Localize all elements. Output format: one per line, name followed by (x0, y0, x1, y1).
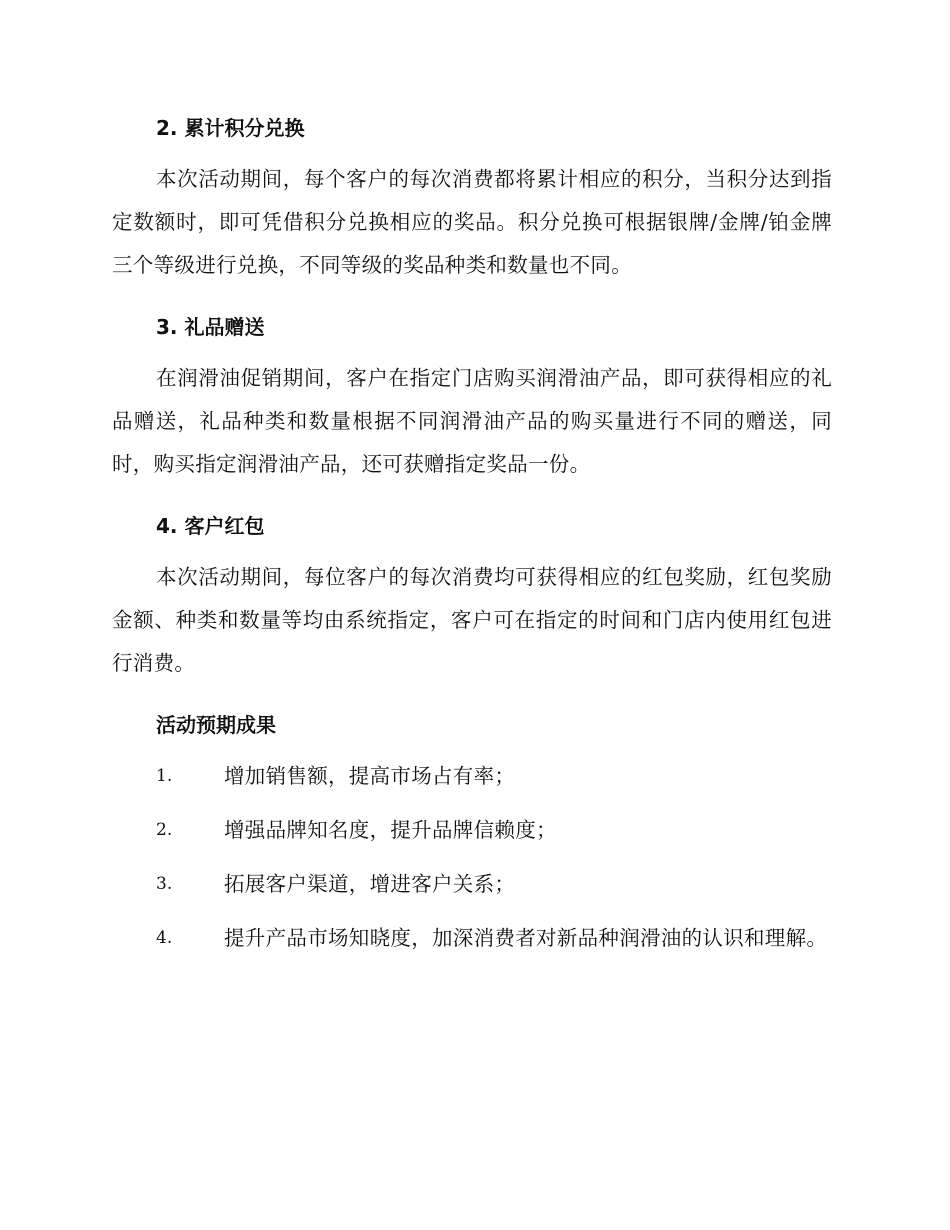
list-item (112, 755, 832, 798)
list-item-number: 3. (156, 874, 173, 894)
section-body-points-exchange: 本次活动期间，每个客户的每次消费都将累计相应的积分，当积分达到指定数额时，即可凭借积分兑换相应的奖品。积分兑换可根据银牌/金牌/铂金牌三个等级进行兑换，不同等级的奖品种类和数量也不同。 (112, 167, 832, 277)
section-heading-red-envelope: 4. 客户红包 (156, 514, 265, 538)
list-item (112, 917, 832, 960)
section-heading-points-exchange: 2. 累计积分兑换 (156, 116, 305, 140)
section-body-gift-giving: 在润滑油促销期间，客户在指定门店购买润滑油产品，即可获得相应的礼品赠送，礼品种类和数量根据不同润滑油产品的购买量进行不同的赠送，同时，购买指定润滑油产品，还可获赠指定奖品一份。 (112, 366, 832, 476)
list-item-text: 增加销售额，提高市场占有率； (224, 764, 516, 788)
document-content (112, 108, 832, 971)
expected-results-list (112, 755, 832, 960)
list-item (112, 809, 832, 852)
section-heading-gift-giving: 3. 礼品赠送 (156, 315, 265, 339)
list-item-number: 1. (156, 766, 173, 786)
list-item-text: 提升产品市场知晓度，加深消费者对新品种润滑油的认识和理解。 (224, 926, 828, 950)
list-item-number: 4. (156, 928, 173, 948)
list-item-text: 拓展客户渠道，增进客户关系； (224, 872, 516, 896)
expected-results-heading: 活动预期成果 (156, 713, 276, 737)
list-item-text: 增强品牌知名度，提升品牌信赖度； (224, 818, 557, 842)
list-item-number: 2. (156, 820, 173, 840)
section-body-red-envelope: 本次活动期间，每位客户的每次消费均可获得相应的红包奖励，红包奖励金额、种类和数量等均由系统指定，客户可在指定的时间和门店内使用红包进行消费。 (112, 565, 832, 675)
list-item (112, 863, 832, 906)
